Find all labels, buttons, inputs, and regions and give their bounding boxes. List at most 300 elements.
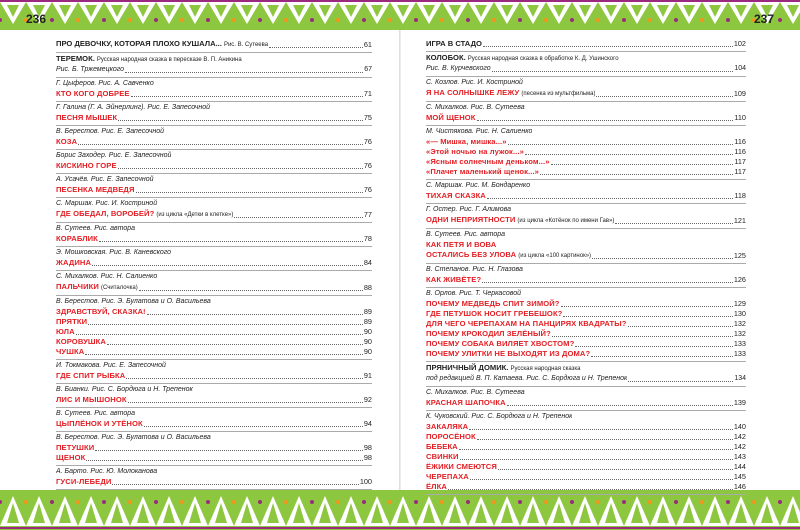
page-ref: 130 [733,309,746,318]
title-line[interactable] [426,88,746,99]
credit-text: К. Чуковский. Рис. С. Бордюга и Н. Трепенок [426,413,573,420]
line-text [56,385,193,395]
dot-leader [99,241,363,242]
credit-text: В. Степанов. Рис. Н. Глазова [426,266,523,273]
entry-title: ГДЕ ОБЕДАЛ, ВОРОБЕЙ? [56,209,155,218]
border-dot [622,18,626,22]
title-line[interactable] [426,113,746,123]
entry-note: Русская народная сказка [510,366,581,372]
dot-leader [469,429,733,430]
credit-text: М. Чистякова. Рис. Н. Салиенко [426,128,533,135]
title-line[interactable] [426,39,746,49]
page-ref: 61 [363,40,372,49]
title-line[interactable] [56,307,372,317]
line-text [426,64,491,74]
credit-line[interactable] [56,248,372,258]
page-ref: 134 [734,375,746,382]
entry-title: ИГРА В СТАДО [426,39,482,48]
toc-column-left [56,38,372,490]
line-text [426,240,496,250]
credit-text: С. Маршак. Рис. М. Бондаренко [426,182,531,189]
entry-title: ПОРОСЁНОК [426,432,476,441]
entry-title: ЦЫПЛЁНОК И УТЁНОК [56,419,143,428]
entry-title: ПАЛЬЧИКИ [56,282,99,291]
title-line[interactable] [56,89,372,99]
title-line[interactable] [56,39,372,50]
entry-note: (из цикла «100 картинок») [518,253,592,259]
credit-line[interactable] [426,64,746,74]
entry-title: КРАСНАЯ ШАПОЧКА [426,398,506,407]
dot-leader [552,336,733,337]
title-line[interactable] [56,371,372,381]
credit-line[interactable] [56,103,372,113]
credit-line[interactable] [56,409,372,419]
title-line[interactable] [426,472,746,482]
border-dot [674,500,678,504]
border-dot [50,18,54,22]
line-text [426,412,572,422]
border-dot [414,500,418,504]
entry-title: КТО КОГО ДОБРЕЕ [56,89,130,98]
line-text [426,398,506,408]
line-text [56,337,106,347]
credit-text: В. Бианки. Рис. С. Бордюга и Н. Трепенок [56,386,193,393]
page-ref: 140 [733,422,746,431]
entry-title: ЮЛА [56,327,75,336]
credit-line[interactable] [426,374,746,384]
credit-line[interactable] [56,151,372,161]
dot-leader [477,439,733,440]
entry-note: Русская народная сказка в пересказе В. П. Аникина [96,57,242,63]
title-line[interactable] [56,282,372,293]
toc-entry [426,38,746,52]
title-line[interactable] [426,462,746,472]
title-line[interactable] [56,185,372,195]
line-text [426,39,482,49]
entry-title: ПОЧЕМУ КРОКОДИЛ ЗЕЛЁНЫЙ? [426,329,551,338]
dot-leader [125,72,363,73]
title-line[interactable] [426,275,746,285]
entry-title: ПРЯТКИ [56,317,88,326]
line-text [426,452,459,462]
entry-note: (из цикла «Детки в клетке») [156,212,234,218]
credit-line[interactable] [56,385,372,395]
title-line[interactable] [426,157,746,167]
dot-leader [107,344,363,345]
border-dot [440,500,444,504]
page-ref: 144 [733,462,746,471]
title-line[interactable] [56,113,372,123]
credit-line[interactable] [56,297,372,307]
line-text [56,161,117,171]
title-line[interactable] [56,327,372,337]
entry-title: ПРЯНИЧНЫЙ ДОМИК. [426,363,509,372]
line-text [56,151,171,161]
dot-leader [508,144,734,145]
line-text [426,472,469,482]
title-line[interactable] [56,453,372,463]
border-dot [518,18,522,22]
entry-note: (Считалочка) [100,285,138,291]
toc-entry [56,198,372,223]
dot-leader [492,71,734,72]
title-line[interactable] [56,337,372,347]
title-line[interactable] [426,398,746,408]
dot-leader [561,306,733,307]
entry-title: Я НА СОЛНЫШКЕ ЛЕЖУ [426,88,520,97]
dot-leader [126,378,363,379]
entry-title: ГУСИ-ЛЕБЕДИ [56,477,112,486]
title-line[interactable] [56,347,372,357]
toc-entry [56,150,372,174]
line-text [426,388,525,398]
line-text [56,419,143,429]
entry-title: КОРАБЛИК [56,234,98,243]
credit-text: В. Сутеев. Рис. автора [56,410,136,417]
entry-title: ГДЕ ПЕТУШОК НОСИТ ГРЕБЕШОК? [426,309,563,318]
border-dot [778,500,782,504]
toc-entry [56,271,372,296]
title-line[interactable] [426,442,746,452]
border-dot [154,18,158,22]
dot-leader [540,174,733,175]
line-text [426,88,595,99]
credit-text: Борис Заходер. Рис. Е. Запесочной [56,152,172,159]
page-ref: 90 [363,327,372,336]
dot-leader [482,282,733,283]
title-line[interactable] [56,477,372,487]
dot-leader [498,469,733,470]
line-text [426,289,521,299]
entry-title: ЗДРАВСТВУЙ, СКАЗКА! [56,307,146,316]
entry-title: МОЙ ЩЕНОК [426,113,476,122]
toc-entry [56,466,372,490]
credit-line[interactable] [426,388,746,398]
page-ref: 129 [733,299,746,308]
toc-entry [56,53,372,78]
line-text [56,297,211,307]
page-ref: 132 [733,319,746,328]
credit-text: С. Маршак. Рис. И. Костриной [56,200,158,207]
credit-line[interactable] [56,272,372,282]
entry-title: «— Мишка, мишка...» [426,137,507,146]
credit-text: Э. Мошковская. Рис. В. Каневского [56,249,172,256]
entry-title: КОЗА [56,137,78,146]
page-ref: 71 [363,89,372,98]
border-dot [700,500,704,504]
page-ref: 84 [363,258,372,267]
credit-line[interactable] [426,181,746,191]
title-line[interactable] [426,452,746,462]
border-dot [232,18,236,22]
credit-text: С. Михалков. Рис. В. Сутеева [426,104,525,111]
entry-title: СВИНКИ [426,452,459,461]
dot-leader [86,460,363,461]
title-line[interactable] [426,319,746,329]
page-ref: 77 [363,210,372,219]
entry-title: «Ясным солнечным деньком...» [426,157,550,166]
border-dot [492,500,496,504]
entry-title: ОСТАЛИСЬ БЕЗ УЛОВА [426,250,517,259]
border-dot [544,18,548,22]
border-dot [362,500,366,504]
credit-line[interactable] [56,361,372,371]
page-ref: 116 [734,137,746,146]
dot-leader [112,484,358,485]
title-line[interactable] [56,209,372,220]
title-line[interactable] [56,234,372,244]
border-dot [596,500,600,504]
credit-line[interactable] [426,205,746,215]
toc-entry [426,180,746,204]
title-line[interactable] [426,363,746,374]
border-dot [0,500,2,504]
entry-title: ЧУШКА [56,347,85,356]
toc-entry [426,77,746,102]
credit-text: В. Орлов. Рис. Т. Черкасовой [426,290,521,297]
line-text [426,462,497,472]
line-text [426,157,550,167]
credit-line[interactable] [56,65,372,75]
title-line[interactable] [426,191,746,201]
title-line[interactable] [426,215,746,226]
entry-title: БЕБЕКА [426,442,458,451]
credit-text: В. Берестов. Рис. Е. Запесочной [56,128,165,135]
title-line[interactable] [426,349,746,359]
line-text [426,250,591,261]
toc-entry [426,387,746,411]
border-dot [284,18,288,22]
toc-entry [56,126,372,150]
border-dot [466,18,470,22]
dot-leader [95,450,363,451]
credit-text: Г. Галина (Г. А. Эйнерлинг). Рис. Е. Запесочной [56,104,211,111]
entry-title: ПЕСНЯ МЫШЕК [56,113,118,122]
line-text [56,224,135,234]
entry-note: (из цикла «Котёнок по имени Гав») [517,218,615,224]
title-line[interactable] [426,482,746,492]
border-dot [284,500,288,504]
line-text [426,113,476,123]
border-dot [726,18,730,22]
dot-leader [487,198,733,199]
title-line[interactable] [56,395,372,405]
entry-title: КОРОВУШКА [56,337,106,346]
page-number-right: 237 [753,12,774,26]
line-text [426,339,574,349]
line-text [56,54,242,65]
line-text [426,103,525,113]
toc-entry [56,384,372,408]
border-dot [440,18,444,22]
page-ref: 132 [733,329,746,338]
credit-line[interactable] [426,265,746,275]
dot-leader [628,381,733,382]
credit-text: А. Усачёв. Рис. Е. Запесочной [56,176,154,183]
title-line[interactable] [426,339,746,349]
toc-entry [426,229,746,264]
page-ref: 145 [733,472,746,481]
border-dot [76,500,80,504]
border-dot [258,18,262,22]
title-line[interactable] [56,137,372,147]
border-dot [726,500,730,504]
page-ref: 142 [733,432,746,441]
page-ref: 89 [363,307,372,316]
credit-line[interactable] [426,103,746,113]
title-line[interactable] [426,299,746,309]
dot-leader [483,46,733,47]
top-ornament-border [0,0,800,30]
border-dot [180,500,184,504]
title-line[interactable] [56,443,372,453]
credit-line[interactable] [56,79,372,89]
line-text [426,442,458,452]
title-line[interactable] [426,137,746,147]
entry-note: (песенка из мультфильма) [521,91,596,97]
toc-entry [56,102,372,126]
line-text [56,113,117,123]
line-text [426,53,619,64]
line-text [426,275,481,285]
page-ref: 76 [363,185,372,194]
credit-line[interactable] [56,433,372,443]
entry-title: ЁЛКА [426,482,447,491]
line-text [56,282,138,293]
line-text [56,89,130,99]
credit-line[interactable] [426,289,746,299]
page-ref: 100 [359,477,372,486]
entry-title: ПЕСЕНКА МЕДВЕДЯ [56,185,135,194]
line-text [426,265,523,275]
triangle-pattern-bottom [0,490,800,530]
line-text [56,65,124,75]
toc-entry [56,38,372,53]
title-line[interactable] [426,250,746,261]
line-text [426,482,447,492]
credit-line[interactable] [426,230,746,240]
title-line[interactable] [426,422,746,432]
dot-leader [460,459,733,460]
page-ref: 110 [734,113,746,122]
line-text [426,137,507,147]
line-text [56,361,166,371]
dot-leader [448,489,733,490]
title-line[interactable] [426,147,746,157]
page-ref: 75 [363,113,372,122]
toc-entry [56,78,372,102]
line-text [56,395,127,405]
credit-line[interactable] [56,224,372,234]
entry-title: «Этой ночью на лужок...» [426,147,524,156]
page-ref: 67 [364,66,372,73]
credit-text: В. Сутеев. Рис. автора [426,231,506,238]
title-line[interactable] [56,54,372,65]
title-line[interactable] [426,240,746,250]
entry-title: КИСКИНО ГОРЕ [56,161,117,170]
page-ref: 98 [363,453,372,462]
toc-entry [56,432,372,466]
credit-line[interactable] [56,199,372,209]
line-text [56,409,135,419]
line-text [56,79,154,89]
credit-line[interactable] [426,412,746,422]
credit-text: В. Сутеев. Рис. автора [56,225,136,232]
page-ref: 78 [363,234,372,243]
toc-entry [56,296,372,360]
dot-leader [592,258,733,259]
line-text [426,432,476,442]
border-stripe [0,0,800,2]
line-text [426,127,532,137]
page-ref: 76 [363,161,372,170]
toc-entry [426,288,746,362]
line-text [426,309,562,319]
entry-title: ТЕРЕМОК. [56,54,95,63]
border-dot [102,18,106,22]
credit-line[interactable] [56,467,372,477]
title-line[interactable] [426,432,746,442]
border-dot [206,500,210,504]
title-line[interactable] [426,53,746,64]
page-number-left: 236 [26,12,47,26]
credit-line[interactable] [426,78,746,88]
toc-entry [426,52,746,77]
entry-title: ЛИС И МЫШОНОК [56,395,127,404]
line-text [426,205,511,215]
credit-line[interactable] [56,175,372,185]
border-dot [388,18,392,22]
line-text [426,191,486,201]
credit-line[interactable] [426,127,746,137]
bottom-ornament-border [0,490,800,530]
border-dot [570,500,574,504]
line-text [426,78,523,88]
entry-title: ЧЕРЕПАХА [426,472,469,481]
dot-leader [118,168,363,169]
title-line[interactable] [426,167,746,177]
border-dot [466,500,470,504]
entry-title: ПЕТУШКИ [56,443,95,452]
title-line[interactable] [426,309,746,319]
credit-text: С. Михалков. Рис. Н. Салиенко [56,273,158,280]
dot-leader [477,120,734,121]
credit-text: С. Козлов. Рис. И. Костриной [426,79,523,86]
title-line[interactable] [56,161,372,171]
dot-leader [234,217,363,218]
page-ref: 90 [363,337,372,346]
title-line[interactable] [426,329,746,339]
dot-leader [76,334,363,335]
dot-leader [88,324,363,325]
credit-line[interactable] [56,127,372,137]
title-line[interactable] [56,419,372,429]
line-text [56,234,98,244]
entry-title: ПОЧЕМУ МЕДВЕДЬ СПИТ ЗИМОЙ? [426,299,560,308]
border-dot [50,500,54,504]
dot-leader [507,405,733,406]
entry-title: ЖАДИНА [56,258,92,267]
page-ref: 98 [363,443,372,452]
toc-entry [426,126,746,180]
title-line[interactable] [56,258,372,268]
entry-title: ЁЖИКИ СМЕЮТСЯ [426,462,497,471]
page-ref: 90 [363,347,372,356]
dot-leader [147,314,363,315]
dot-leader [128,402,363,403]
entry-title: ЗАКАЛЯКА [426,422,469,431]
title-line[interactable] [56,317,372,327]
